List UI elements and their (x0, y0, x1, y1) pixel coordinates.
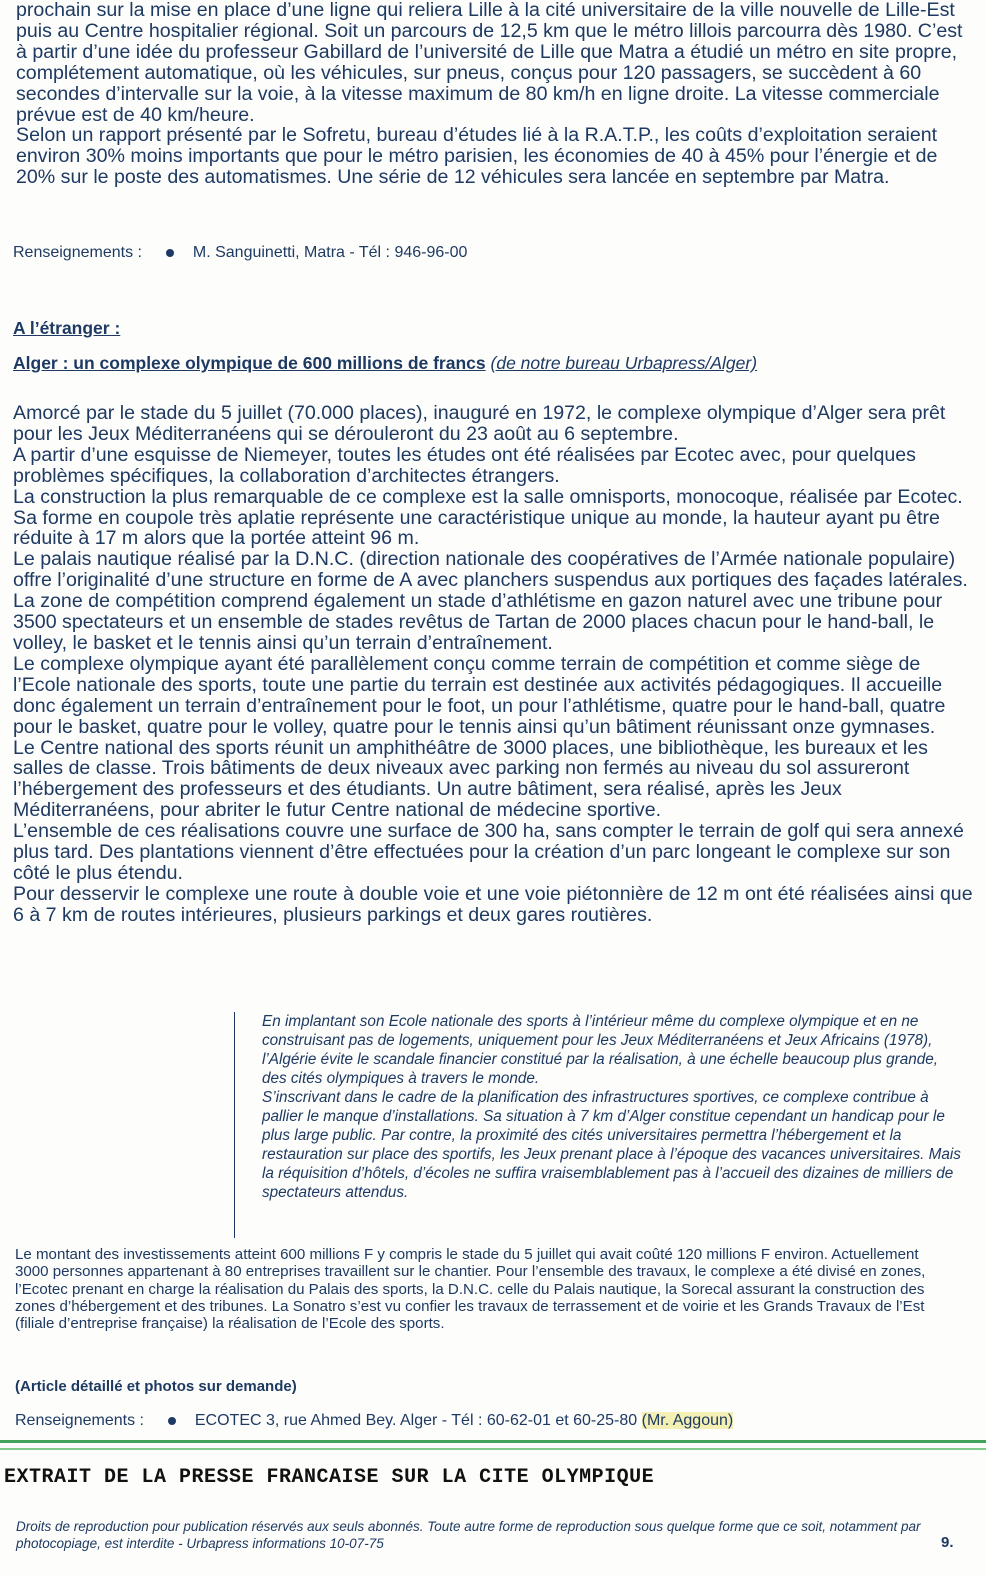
article-paragraph: La construction la plus remarquable de ce complexe est la salle omnisports, monocoque, réalisée par Ecotec. Sa forme en coupole très aplatie représente une caractéristique unique au monde, la hauteur ayant pu être réduite à 17 m alors que la portée atteint 96 m. (13, 485, 963, 550)
bullet-icon (166, 249, 174, 257)
article-paragraph: L’ensemble de ces réalisations couvre une surface de 300 ha, sans compter le terrain de golf qui sera annexé plus tard. Des plantations viennent d’être effectuées pour la création d’un parc longeant le complexe sur son côté le plus étendu. (13, 820, 964, 884)
contact-text: M. Sanguinetti, Matra - Tél : 946-96-00 (192, 244, 468, 261)
section-heading: A l’étranger : (13, 318, 121, 338)
note-paragraph: S’inscrivant dans le cadre de la planification des infrastructures sportives, ce complexe contribue à pallier le manque d’installations. Sa situation à 7 km d’Alger constitue cependant un handicap pour le plus large public. Par contre, la proximité des cités universitaires permettra l’hébergement et la restauration sur place des sportifs, les Jeux prenant place à l’époque des vacances universitaires. Mais la réquisition d’hôtels, d’écoles ne suffira vraisemblablement pas à l’accueil des dizaines de milliers de spectateurs attendus. (262, 1089, 961, 1201)
green-rule-secondary (0, 1448, 986, 1450)
article-paragraph: Le Centre national des sports réunit un amphithéâtre de 3000 places, une bibliothèque, les bureaux et les salles de classe. Trois bâtiments de deux niveaux avec parking non fermés au niveau du sol assureront l’hébergement des professeurs et des étudiants. Un autre bâtiment, sera réalisé, après les Jeux Méditerranéens, pour abriter le futur Centre national de médecine sportive. (13, 736, 928, 822)
article-paragraph: La zone de compétition comprend également un stade d’athlétisme en gazon naturel avec une tribune pour 3500 spectateurs et un ensemble de stades revêtus de Tartan de 2000 places chacun pour le hand-ball, le volley, le basket et le tennis ainsi qu’un terrain d’entraînement. (13, 590, 943, 654)
green-rule (0, 1440, 986, 1443)
contact-row-ecotec (15, 1412, 733, 1430)
editorial-note (262, 1012, 962, 1202)
contact-name: (Mr. Aggoun) (641, 1412, 734, 1429)
bullet-icon (168, 1417, 176, 1425)
contact-row-matra (13, 244, 467, 262)
intro-paragraph: prochain sur la mise en place d’une ligne qui reliera Lille à la cité universitaire de la ville nouvelle de Lille-Est puis au Centre hospitalier régional. Soit un parcours de 12,5 km que le métro lillois parcourra dès 1980. C’est à partir d’une idée du professeur Gabillard de l’université de Lille que Matra a étudié un métro en site propre, complétement automatique, où les véhicules, sur pneus, conçus pour 120 passagers, se succèdent à 60 secondes d’intervalle sur la voie, à la vitesse maximum de 80 km/h en ligne droite. La vitesse commerciale prévue est de 40 km/heure. (16, 0, 963, 126)
article-paragraph: Le palais nautique réalisé par la D.N.C. (direction nationale des coopératives de l’Armée nationale populaire) offre l’originalité d’une structure en forme de A avec planchers suspendus aux portiques des façades latérales. (13, 548, 968, 592)
article-paragraph: Pour desservir le complexe une route à double voie et une voie piétonnière de 12 m ont été réalisées ainsi que 6 à 7 km de routes intérieures, plusieurs parkings et deux gares routières. (13, 882, 973, 926)
sofretu-paragraph: Selon un rapport présenté par le Sofretu, bureau d’études lié à la R.A.T.P., les coûts d’exploitation seraient environ 30% moins importants que pour le métro parisien, les économies de 40 à 45% pour l’énergie et de 20% sur le poste des automatismes. Une série de 12 véhicules sera lancée en septembre par Matra. (16, 124, 938, 189)
intro-block (16, 0, 971, 188)
article-title: Alger : un complexe olympique de 600 millions de francs (13, 353, 486, 373)
note-divider (234, 1012, 235, 1238)
article-paragraph: A partir d’une esquisse de Niemeyer, toutes les études ont été réalisées par Ecotec avec, pour quelques problèmes spécifiques, la collaboration d’architectes étrangers. (13, 443, 916, 487)
note-paragraph: En implantant son Ecole nationale des sports à l’intérieur même du complexe olympique et en ne construisant pas de logements, uniquement pour les Jeux Méditerranéens et Jeux Africains (1978), l’Algérie évite le scandale financier constitué par la réalisation, à une échelle beaucoup plus grande, des cités olympiques à travers le monde. (262, 1013, 939, 1087)
article-body (13, 403, 973, 926)
article-request: (Article détaillé et photos sur demande) (15, 1378, 297, 1395)
contact-label: Renseignements : (13, 244, 142, 261)
article-title-row (13, 353, 757, 374)
page-number: 9. (941, 1534, 954, 1551)
contact-label: Renseignements : (15, 1412, 144, 1429)
investment-paragraph: Le montant des investissements atteint 600 millions F y compris le stade du 5 juillet qui avait coûté 120 millions F environ. Actuellement 3000 personnes appartenant à 80 entreprises travaillent sur le chantier. Pour l’ensemble des travaux, le complexe a été divisé en zones, l’Ecotec prenant en charge la réalisation du Palais des sports, la D.N.C. celle du Palais nautique, la Sorecal assurant la construction des zones d’hébergement et des tribunes. La Sonatro s’est vu confier les travaux de terrassement et de voirie et les Grands Travaux de l’Est (filiale d’entreprise française) la réalisation de l’Ecole des sports. (15, 1246, 926, 1333)
contact-text: ECOTEC 3, rue Ahmed Bey. Alger - Tél : 60-62-01 et 60-25-80 (194, 1412, 638, 1429)
article-paragraph: Amorcé par le stade du 5 juillet (70.000 places), inauguré en 1972, le complexe olympique d’Alger sera prêt pour les Jeux Méditerranéens qui se dérouleront du 23 août au 6 septembre. (13, 402, 946, 445)
article-paragraph: Le complexe olympique ayant été parallèlement conçu comme terrain de compétition et comme siège de l’Ecole nationale des sports, toute une partie du terrain est destinée aux activités pédagogiques. Il accueille donc également un terrain d’entraînement pour le foot, un pour l’athlétisme, quatre pour le hand-ball, quatre pour le basket, quatre pour le volley, quatre pour le tennis ainsi qu’un bâtiment réunissant onze gymnases. (13, 652, 946, 738)
article-source: (de notre bureau Urbapress/Alger) (490, 353, 758, 373)
press-banner: EXTRAIT DE LA PRESSE FRANCAISE SUR LA CITE OLYMPIQUE (4, 1466, 655, 1489)
footer-notice: Droits de reproduction pour publication réservés aux seuls abonnés. Toute autre forme de reproduction sous quelque forme que ce soit, notamment par photocopiage, est interdite - Urbapress informations 10-07-75 (16, 1519, 921, 1551)
